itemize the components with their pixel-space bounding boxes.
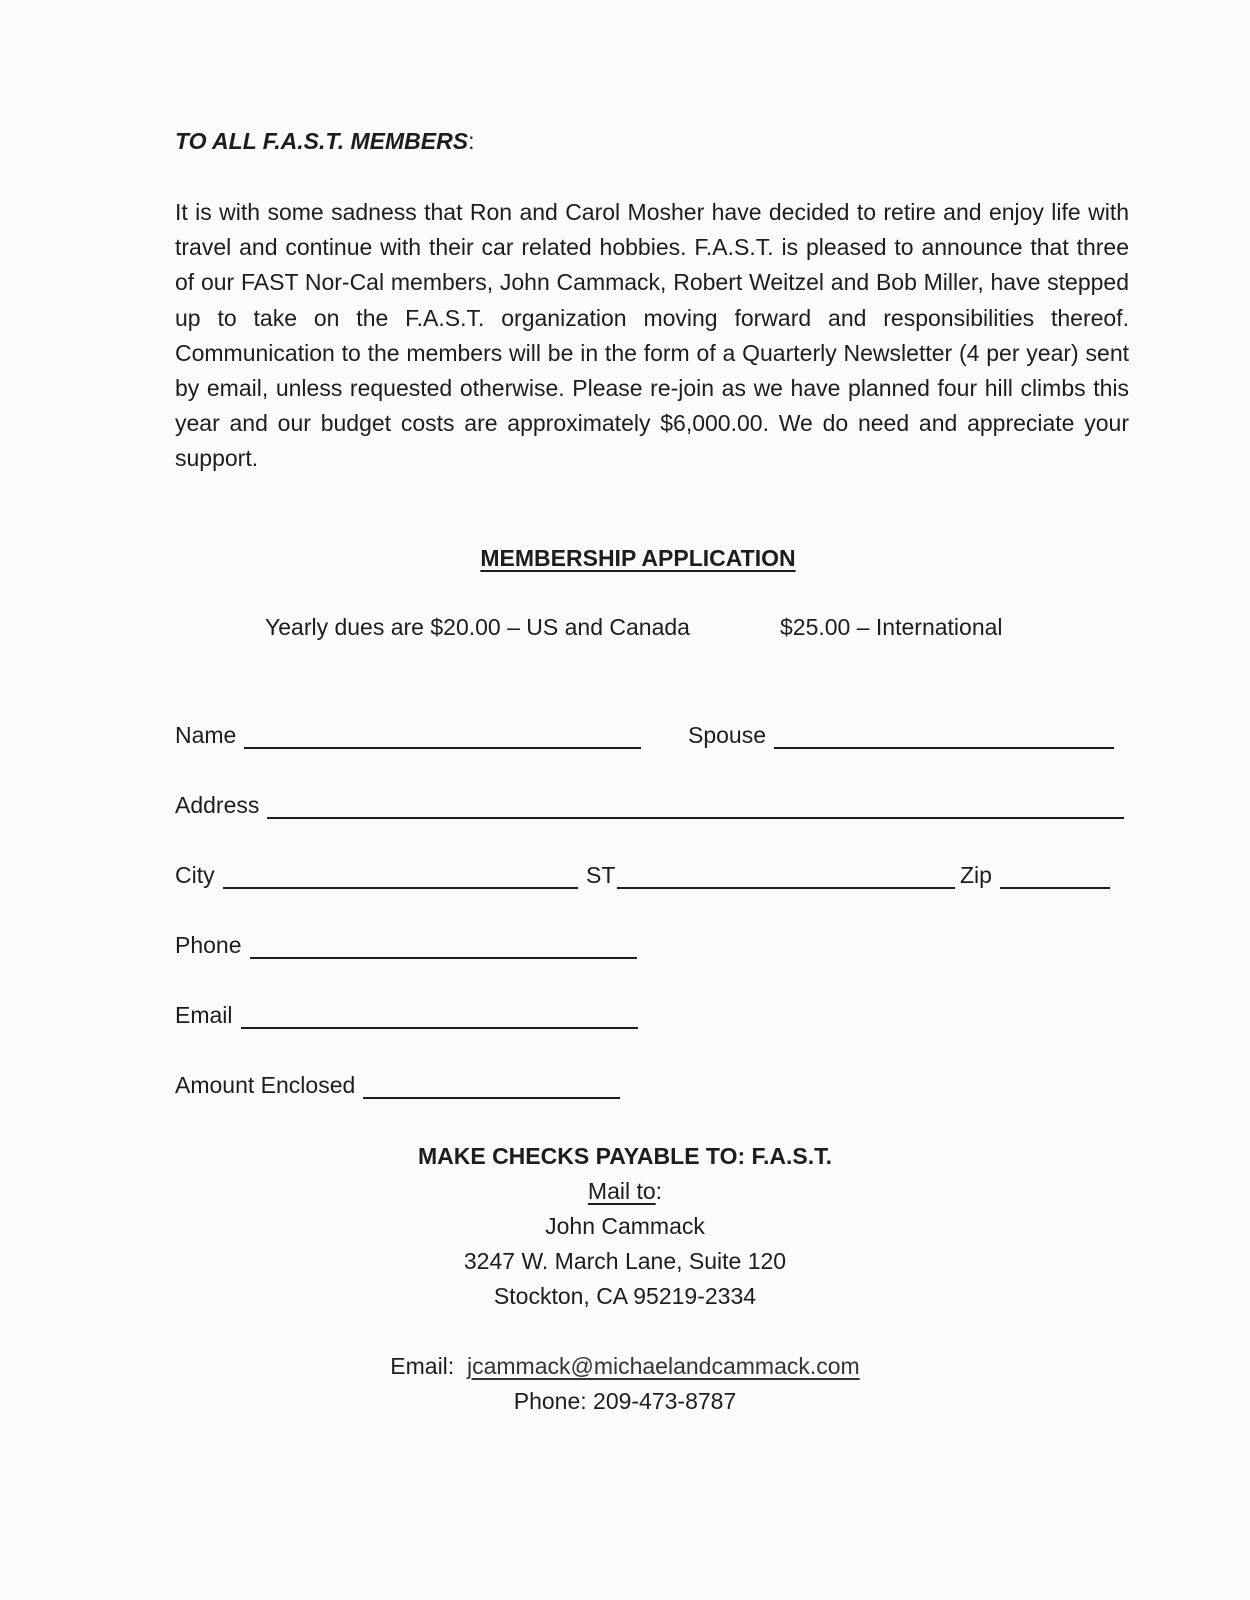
name-line[interactable] bbox=[244, 725, 641, 749]
contact-email-link[interactable]: jcammack@michaelandcammack.com bbox=[466, 1353, 860, 1379]
letter-heading bbox=[175, 128, 474, 155]
application-title-text: MEMBERSHIP APPLICATION bbox=[480, 545, 796, 571]
email-line[interactable] bbox=[241, 1005, 638, 1029]
recipient-address: 3247 W. March Lane, Suite 120 bbox=[463, 1248, 787, 1274]
application-title bbox=[0, 545, 1250, 572]
name-field[interactable] bbox=[175, 722, 641, 749]
letter-body: It is with some sadness that Ron and Carol Mosher have decided to retire and enjoy life with travel and continue with their car related hobbies. F.A.S.T. is pleased to announce that three of our FAST Nor-Cal members, John Cammack, Robert Weitzel and Bob Miller, have stepped up to take on the F.A.S.T. organization moving forward and responsibilities thereof. Communication to the members will be in the form of a Quarterly Newsletter (4 per year) sent by email, unless requested otherwise. Please re-join as we have planned four hill climbs this year and our budget costs are approximately $6,000.00. We do need and appreciate your support. bbox=[175, 199, 1129, 472]
city-line[interactable] bbox=[223, 865, 578, 889]
mail-to-label: Mail to bbox=[587, 1178, 656, 1204]
phone-line[interactable] bbox=[250, 935, 637, 959]
mail-to bbox=[0, 1178, 1250, 1205]
name-label: Name bbox=[175, 722, 237, 748]
spouse-line[interactable] bbox=[774, 725, 1114, 749]
city-label: City bbox=[175, 862, 215, 888]
contact-email-label: Email: bbox=[390, 1353, 455, 1379]
contact-phone: Phone: 209-473-8787 bbox=[513, 1388, 737, 1414]
state-field[interactable] bbox=[586, 862, 955, 889]
phone-label: Phone bbox=[175, 932, 242, 958]
recipient-city: Stockton, CA 95219-2334 bbox=[493, 1283, 757, 1309]
spouse-field[interactable] bbox=[688, 722, 1114, 749]
state-label: ST bbox=[586, 862, 616, 888]
amount-field[interactable] bbox=[175, 1072, 620, 1099]
city-field[interactable] bbox=[175, 862, 578, 889]
checks-payable: MAKE CHECKS PAYABLE TO: F.A.S.T. bbox=[417, 1143, 833, 1169]
state-line[interactable] bbox=[617, 865, 955, 889]
recipient-name: John Cammack bbox=[545, 1213, 705, 1239]
zip-line[interactable] bbox=[1000, 865, 1110, 889]
amount-line[interactable] bbox=[363, 1075, 620, 1099]
dues-us-canada: Yearly dues are $20.00 – US and Canada bbox=[265, 614, 690, 640]
amount-label: Amount Enclosed bbox=[175, 1072, 356, 1098]
address-field[interactable] bbox=[175, 792, 1124, 819]
spouse-label: Spouse bbox=[688, 722, 767, 748]
address-label: Address bbox=[175, 792, 260, 818]
heading-colon: : bbox=[468, 128, 475, 154]
mail-to-colon: : bbox=[655, 1178, 663, 1204]
heading-text: TO ALL F.A.S.T. MEMBERS bbox=[175, 128, 469, 154]
email-label: Email bbox=[175, 1002, 233, 1028]
address-line[interactable] bbox=[267, 795, 1124, 819]
zip-label: Zip bbox=[960, 862, 992, 888]
zip-field[interactable] bbox=[960, 862, 1110, 889]
contact-email bbox=[0, 1353, 1250, 1380]
phone-field[interactable] bbox=[175, 932, 637, 959]
email-field[interactable] bbox=[175, 1002, 638, 1029]
dues-international: $25.00 – International bbox=[780, 614, 1003, 640]
